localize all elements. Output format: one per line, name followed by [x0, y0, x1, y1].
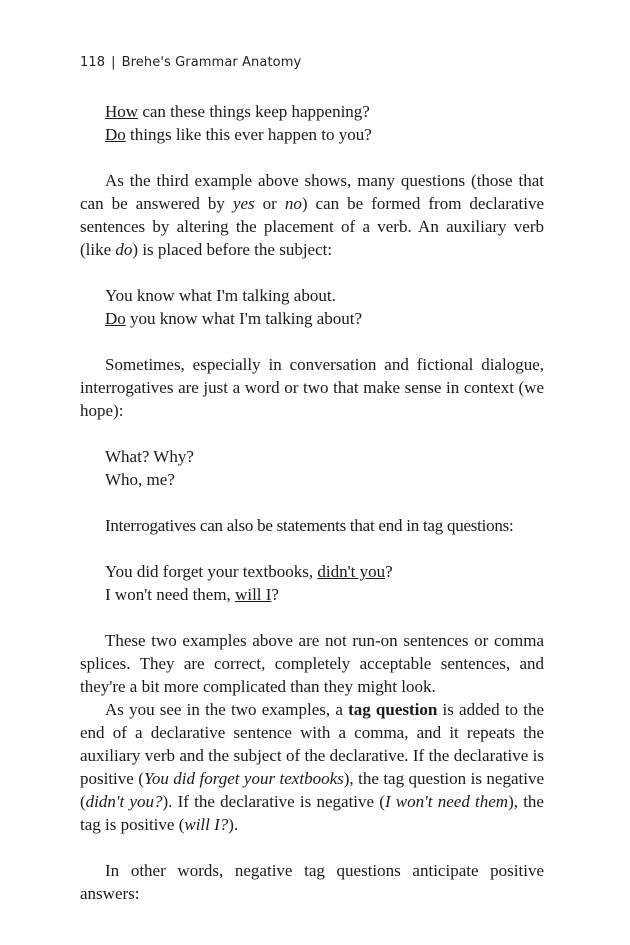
- example-block-1: [80, 100, 544, 146]
- paragraph-4: These two examples above are not run-on sentences or comma splices. They are correct, completely acceptable sentences, and they're a bit more complicated than they might look.: [80, 631, 544, 696]
- paragraph-6: In other words, negative tag questions anticipate positive answers:: [80, 861, 544, 903]
- page-number: 118: [80, 55, 106, 70]
- running-header: [80, 55, 301, 70]
- example-line: Do you know what I'm talking about?: [105, 309, 363, 328]
- example-line: You know what I'm talking about.: [105, 286, 336, 305]
- paragraph-5: As you see in the two examples, a tag question is added to the end of a declarative sentence with a comma, and it repeats the auxiliary verb and the subject of the declarative. If the declarative is positive (You did forget your textbooks), the tag question is negative (didn't you?). If the declarative is negative (I won't need them), the tag is positive (will I?).: [80, 700, 545, 834]
- header-separator: |: [111, 55, 116, 70]
- paragraph-2: Sometimes, especially in conversation and fictional dialogue, interrogatives are just a word or two that make sense in context (we hope):: [80, 355, 544, 420]
- example-line: I won't need them, will I?: [105, 585, 279, 604]
- paragraph-1: As the third example above shows, many questions (those that can be answered by yes or no) can be formed from declarative sentences by altering the placement of a verb. An auxiliary verb (like do) is placed before the subject:: [80, 171, 544, 259]
- paragraph-3: Interrogatives can also be statements that end in tag questions:: [105, 516, 514, 535]
- example-block-4: [80, 560, 544, 606]
- example-line: Do things like this ever happen to you?: [105, 125, 372, 144]
- example-block-2: [80, 284, 544, 330]
- body-text: [80, 100, 544, 905]
- example-block-3: [80, 445, 544, 491]
- example-line: You did forget your textbooks, didn't you?: [105, 562, 393, 581]
- example-line: How can these things keep happening?: [105, 102, 370, 121]
- example-line: Who, me?: [105, 470, 175, 489]
- book-title: Brehe's Grammar Anatomy: [121, 55, 302, 70]
- example-line: What? Why?: [105, 447, 194, 466]
